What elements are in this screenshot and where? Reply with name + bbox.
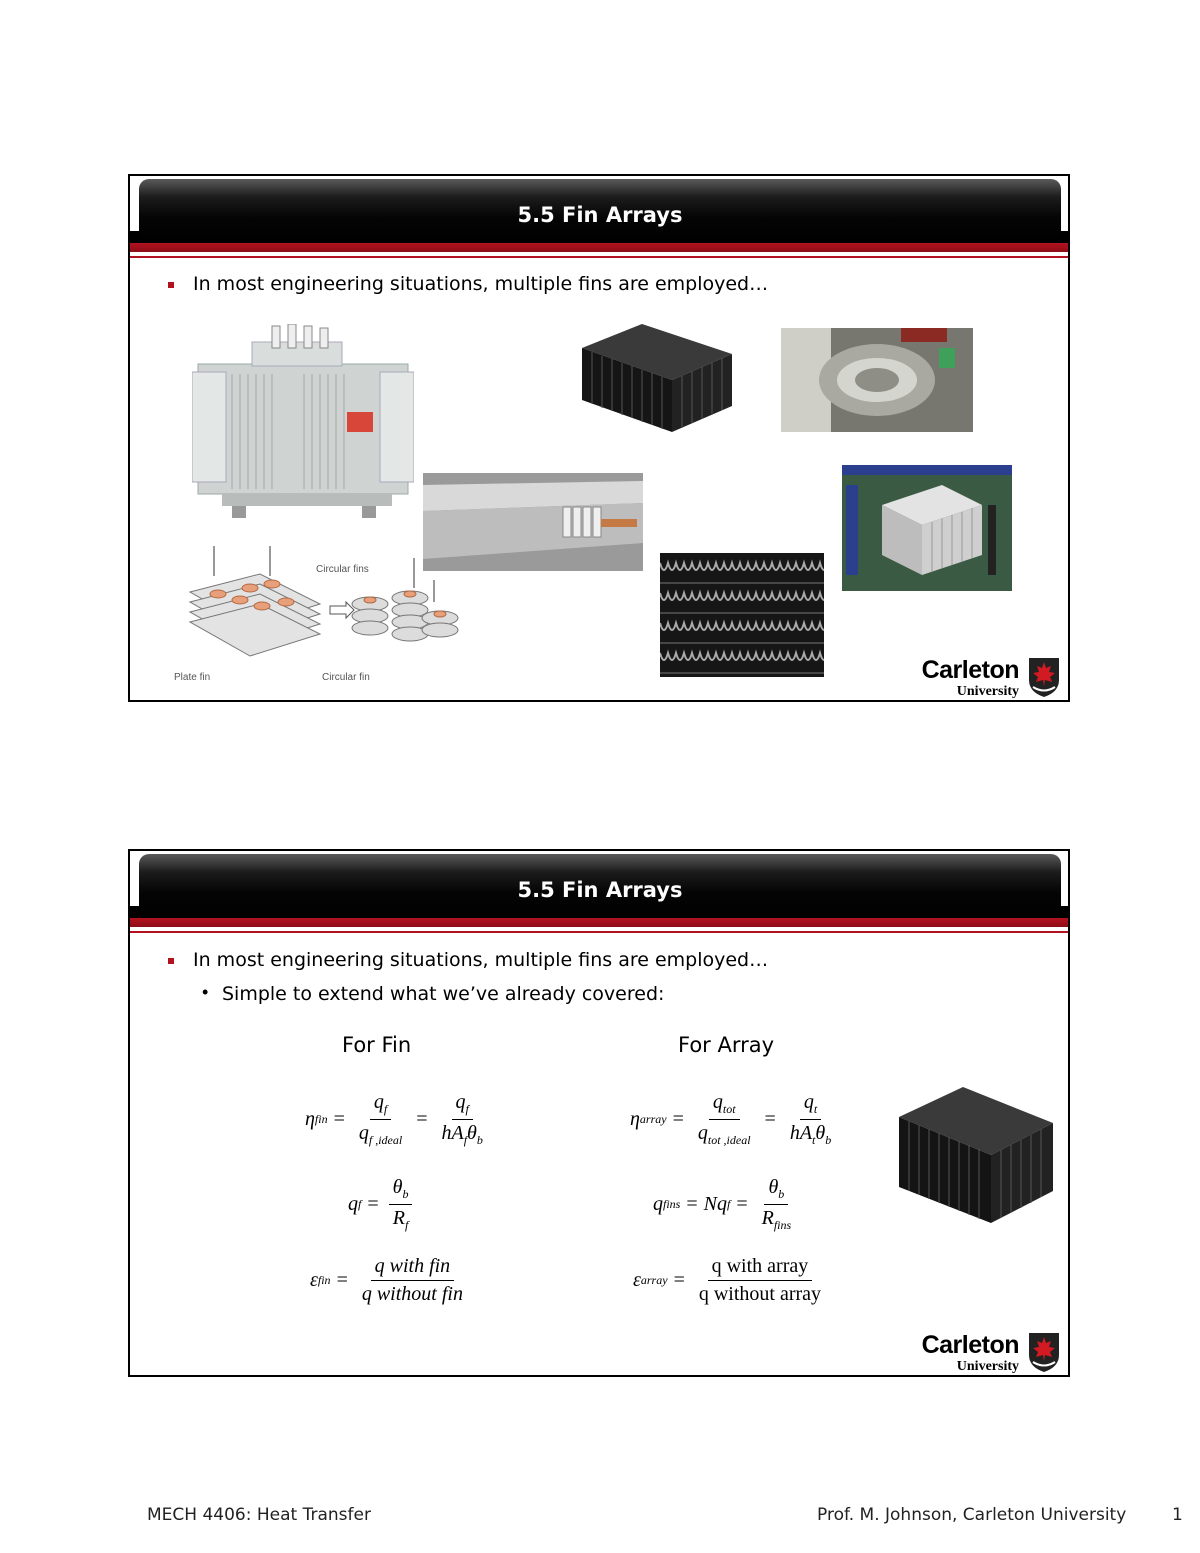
maple-leaf-shield-icon — [1027, 656, 1061, 698]
logo-sub: University — [956, 684, 1019, 699]
array-heat-rate-equation: q fins = N q f = $\frac{\theta_b}{R_{fins}}$ — [653, 1176, 792, 1232]
louvered-fin-core-image — [660, 553, 824, 677]
engine-fins-image — [781, 328, 973, 432]
array-efficiency-equation: η array = $\frac{q_{tot}}{q_{tot ,ideal}}$ = $\frac{q_t}{hA_t\theta_b}$ — [630, 1091, 832, 1147]
bullet-text: In most engineering situations, multiple fins are employed… — [193, 949, 769, 971]
title-accent-bar — [130, 243, 1068, 252]
plate-and-circular-fin-diagram — [170, 544, 470, 684]
transformer-image — [192, 324, 414, 520]
circular-fin-label: Circular fin — [322, 672, 370, 683]
pin-fin-heatsink-image — [572, 320, 738, 438]
plate-fin-label: Plate fin — [174, 672, 211, 683]
logo-name: Carleton — [921, 656, 1019, 684]
footer-author: Prof. M. Johnson, Carleton University — [817, 1505, 1127, 1525]
cpu-heatsink-image — [842, 465, 1012, 591]
maple-leaf-shield-icon — [1027, 1331, 1061, 1373]
slide-title-bar — [139, 179, 1061, 243]
fin-effectiveness-equation: ε fin = $\frac{\text{q with fin}}{\text{q without fin}}$ — [310, 1255, 463, 1305]
bullet-marker — [168, 282, 174, 288]
bullet-marker — [168, 958, 174, 964]
slide-2 — [128, 849, 1070, 1377]
fin-heat-rate-equation: q f = $\frac{\theta_b}{R_f}$ — [348, 1176, 416, 1233]
for-array-heading: For Array — [678, 1033, 775, 1057]
bullet-text: In most engineering situations, multiple fins are employed… — [193, 273, 769, 295]
pin-fin-array-image — [893, 1083, 1059, 1231]
slide-1 — [128, 174, 1070, 702]
carleton-logo — [911, 1331, 1061, 1377]
logo-name: Carleton — [921, 1331, 1019, 1359]
sub-bullet-text: Simple to extend what we’ve already covered: — [222, 983, 665, 1005]
title-accent-bar — [130, 918, 1068, 927]
for-fin-heading: For Fin — [342, 1033, 412, 1057]
logo-sub: University — [956, 1359, 1019, 1374]
slide-title: 5.5 Fin Arrays — [517, 203, 683, 227]
sub-bullet-marker: • — [202, 982, 209, 1002]
carleton-logo — [911, 656, 1061, 702]
slide-title: 5.5 Fin Arrays — [517, 878, 683, 902]
fin-efficiency-equation: η fin = $\frac{q_f}{q_{f ,ideal}}$ = $\frac{q_f}{hA_f\theta_b}$ — [305, 1091, 483, 1147]
circular-fins-label: Circular fins — [316, 564, 369, 575]
array-effectiveness-equation: ε array = $\frac{\text{q with array}}{\text{q without array}}$ — [633, 1255, 822, 1305]
slide-title-bar — [139, 854, 1061, 918]
footer-course: MECH 4406: Heat Transfer — [147, 1505, 371, 1525]
page-number: 1 — [1172, 1505, 1183, 1525]
